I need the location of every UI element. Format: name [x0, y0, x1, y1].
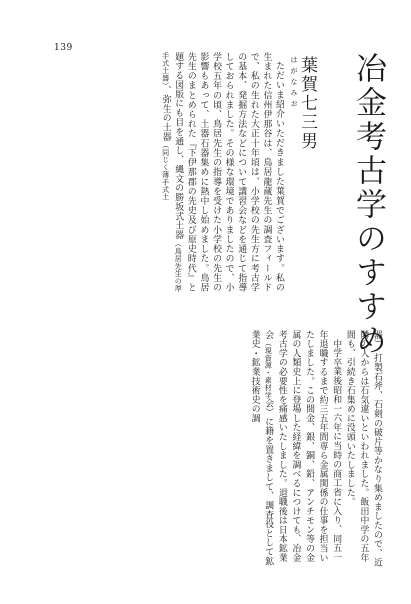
inline-note: （同じく薄手式土: [161, 141, 170, 201]
inline-note: （鳥居先生の厚手式土器）: [161, 52, 183, 292]
paragraph-career: [247, 330, 342, 570]
article-title: 冶金考古学のすすめ: [350, 52, 386, 358]
paragraph-intro: [159, 52, 285, 292]
body-upper: [160, 52, 285, 292]
paragraph-intro-cont: 、弥生の土器: [160, 85, 171, 142]
inline-note: （現資源・素材学: [264, 339, 273, 399]
paragraph-continued: 器）、打製石斧、石剣の破片等かなり集めましたので、近隣の人からは石気違いといわれました。飯田中学の五年間も、引続き石集めに没頭いたしました。: [344, 330, 382, 568]
body-lower: [53, 330, 383, 570]
author-name: 葉賀七三男: [297, 56, 317, 151]
page-number: 139: [54, 43, 73, 53]
author-ruby: はがなみお: [290, 56, 298, 111]
author: [290, 56, 317, 151]
paragraph-intro-text: ただいま紹介いただきました葉賀でございます。私の生まれた信州伊那谷は、鳥居龍蔵先生の調査フィールドで、私の生れた大正十年頃は、小学校の先生方に考古学の基本、発掘方法などについて講習会などを通じて指導しておられました。その様な環境でありましたので、小学校五年の頃、鳥居先生の指導を受けた小学校の先生の影響もあって、土器石器集めに熱中し始めました。鳥居先生のまとめられた『下伊那郡の先史及び原史時代』と題する図版にも目を通し、縄文の勝坂式土器: [173, 52, 284, 292]
paragraph-career-cont: 会）に籍を置きまして、調査役として鉱業史・鉱業技術史の調: [249, 330, 274, 566]
paragraph-career-text: 中学卒業後昭和一六年に当時の商工省に入り、同五一年退職するまで約三五年間専ら金属関係の仕事を担当いたしました。この間金、銀、銅、鉛、アンチモン等の金属の人類史上に登場した経緯を調べるにつけても、冶金考古学の必要性を痛感いたしました。退職後は日本鉱業会: [263, 330, 342, 563]
